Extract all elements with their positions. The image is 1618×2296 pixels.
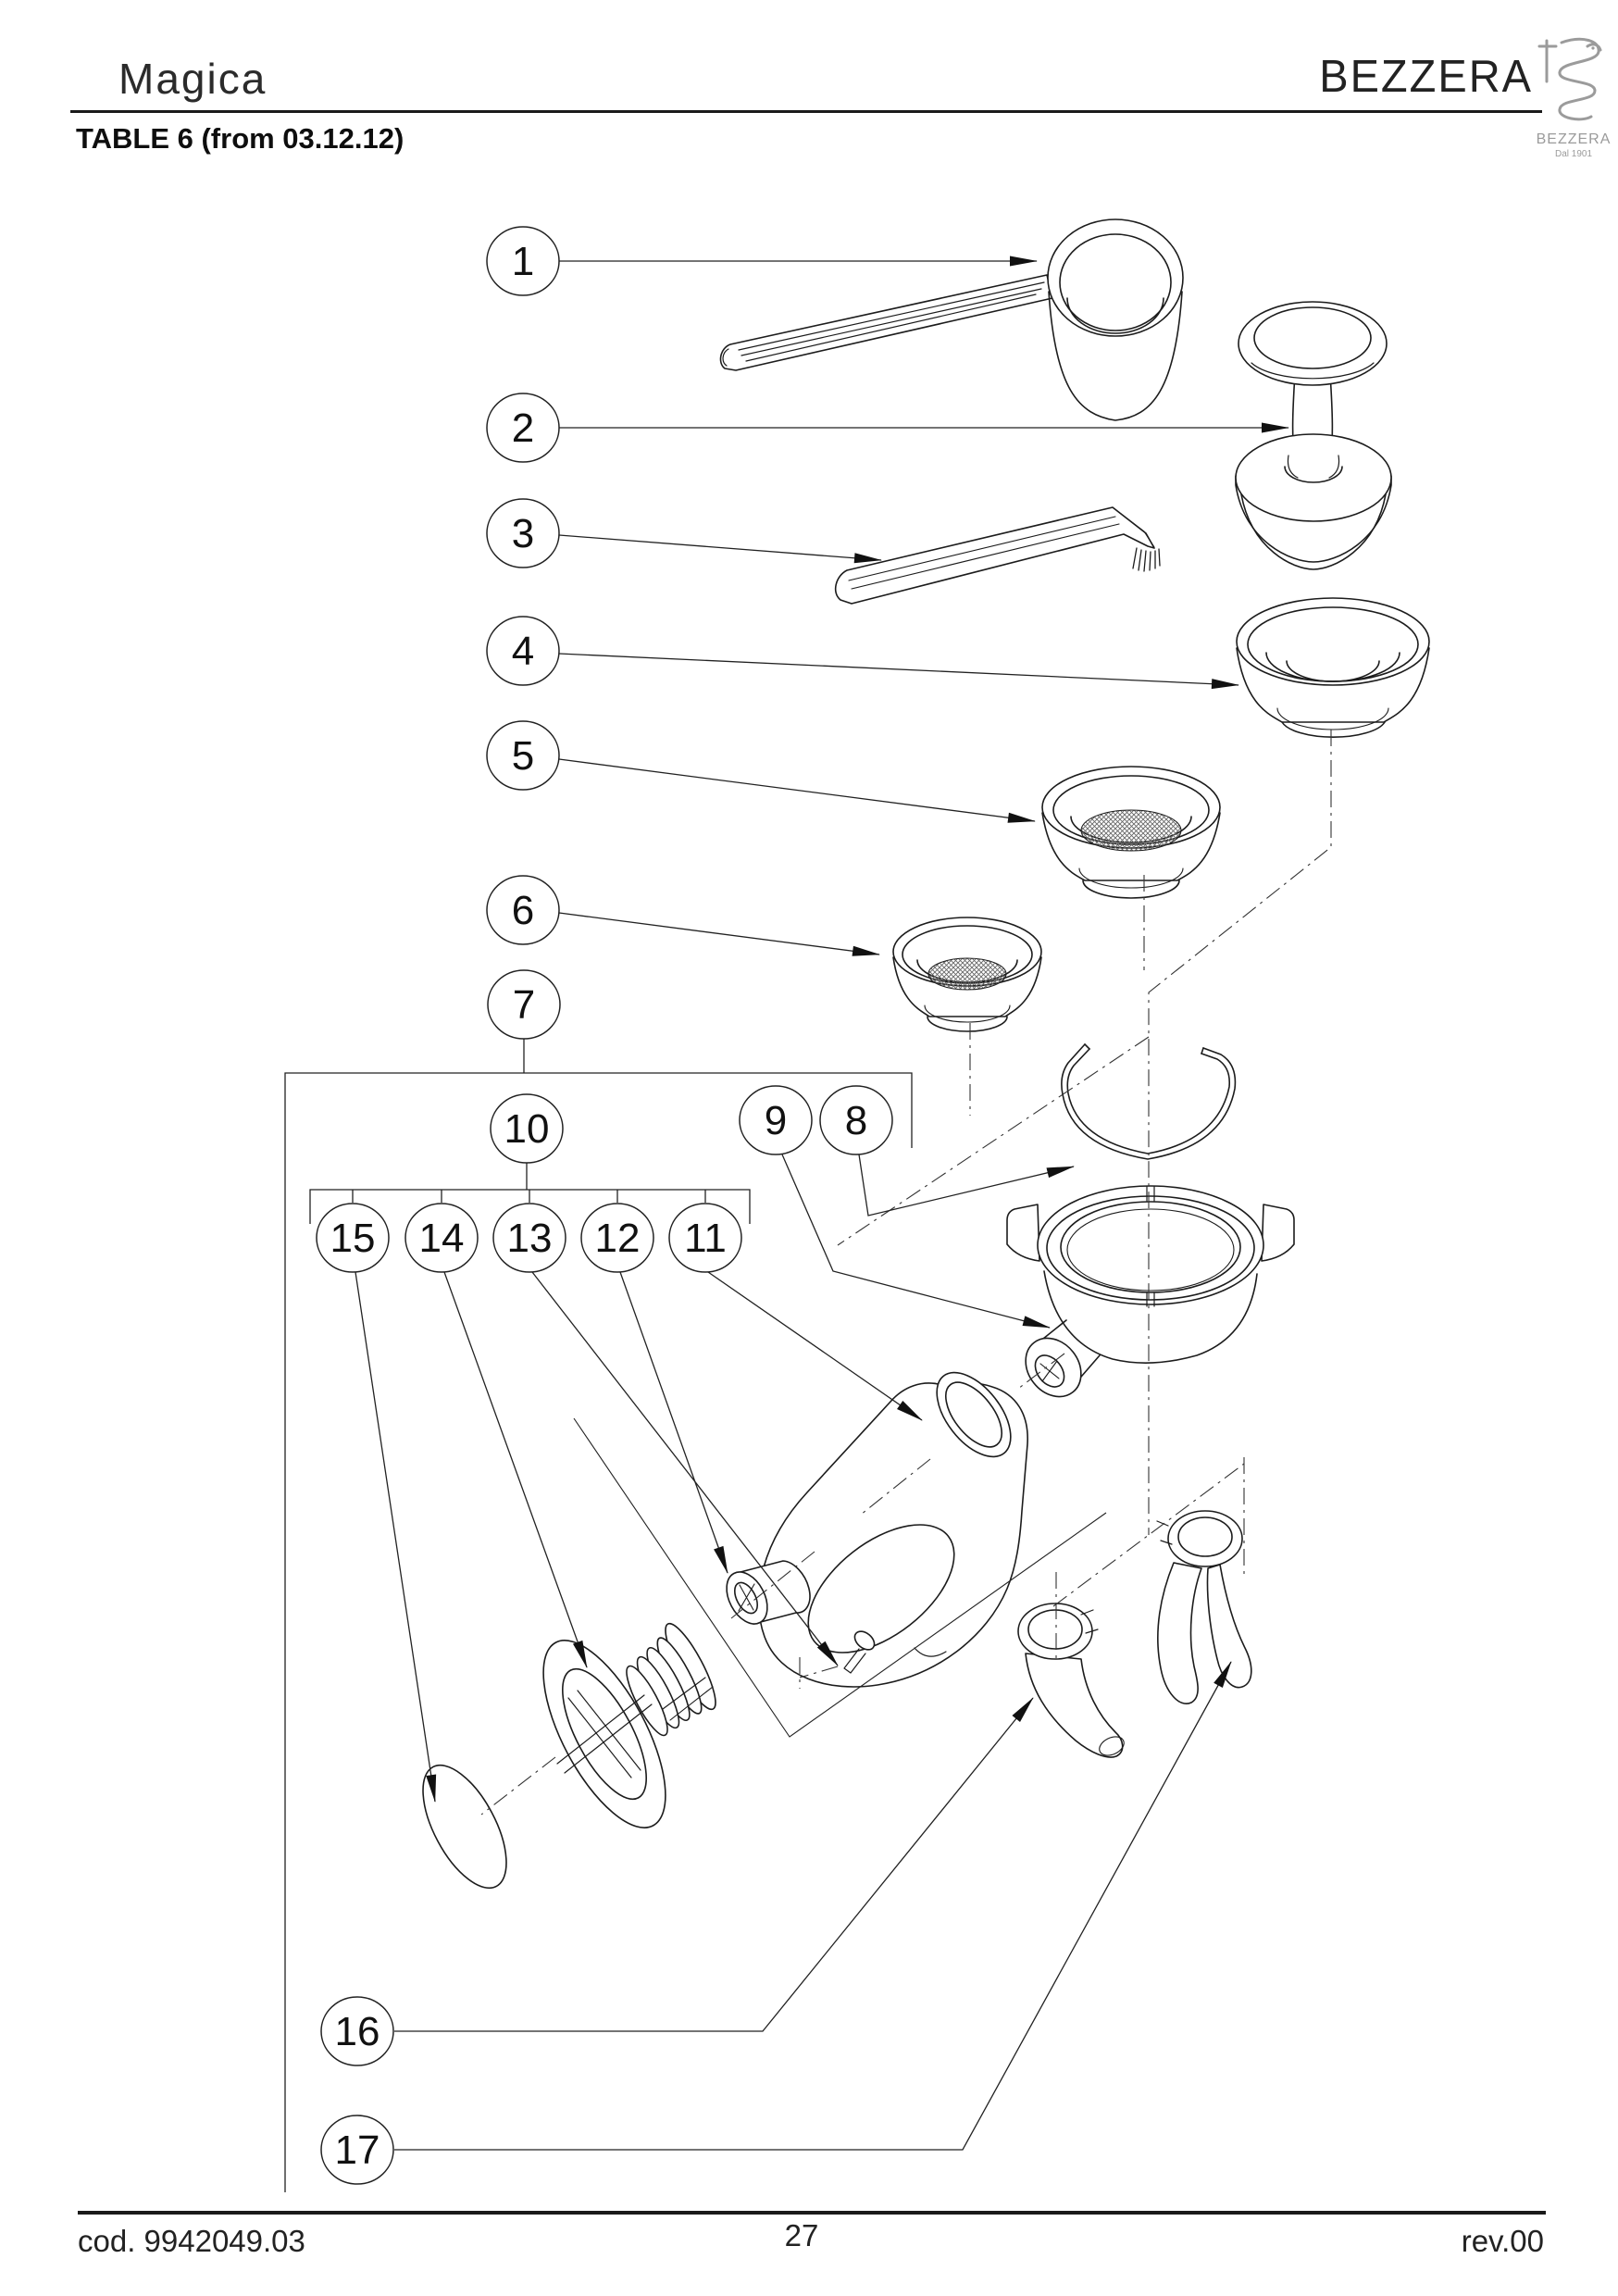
callout-number: 4 bbox=[511, 629, 535, 674]
table-title: TABLE 6 (from 03.12.12) bbox=[76, 122, 404, 155]
callout-17 bbox=[321, 2115, 393, 2184]
callout-number: 9 bbox=[764, 1098, 788, 1143]
callout-number: 13 bbox=[506, 1216, 553, 1261]
handle-body-part bbox=[759, 1359, 1028, 1687]
product-title: Magica bbox=[118, 55, 268, 103]
parts-layer bbox=[406, 219, 1429, 1901]
callout-8 bbox=[820, 1086, 892, 1154]
handle-cap-part bbox=[519, 1618, 724, 1845]
leader-8 bbox=[859, 1154, 1074, 1216]
callout-number: 10 bbox=[504, 1106, 550, 1152]
leader-3 bbox=[559, 535, 881, 560]
logo-tagline: Dal 1901 bbox=[1554, 149, 1593, 159]
leader-14 bbox=[444, 1272, 587, 1667]
callout-16 bbox=[321, 1997, 393, 2065]
callout-3 bbox=[487, 499, 559, 568]
callout-5 bbox=[487, 721, 559, 790]
footer-rule bbox=[78, 2211, 1546, 2215]
callout-number: 2 bbox=[511, 406, 535, 451]
callout-number: 3 bbox=[511, 511, 535, 556]
callout-11 bbox=[669, 1204, 741, 1272]
callout-number: 16 bbox=[334, 2009, 380, 2054]
leader-12 bbox=[620, 1272, 728, 1573]
leader-4 bbox=[559, 654, 1238, 685]
leader-6 bbox=[559, 913, 879, 955]
callout-7 bbox=[488, 970, 560, 1039]
callout-6 bbox=[487, 876, 559, 944]
single-spout-part bbox=[1018, 1603, 1126, 1759]
callout-13 bbox=[493, 1204, 566, 1272]
footer-revision: rev.00 bbox=[1461, 2224, 1544, 2258]
leader-15 bbox=[355, 1272, 435, 1802]
callout-number: 5 bbox=[511, 733, 535, 779]
brand-wordmark: BEZZERA bbox=[1319, 49, 1533, 102]
footer-page-number: 27 bbox=[784, 2218, 819, 2252]
coffee-scoop-part bbox=[720, 219, 1183, 420]
filter-basket-2cup-part bbox=[1042, 767, 1220, 898]
callout-9 bbox=[740, 1086, 812, 1154]
callout-10 bbox=[491, 1094, 563, 1163]
callout-12 bbox=[581, 1204, 653, 1272]
logo-name: BEZZERA bbox=[1536, 131, 1612, 147]
callout-14 bbox=[405, 1204, 478, 1272]
footer-document-code: cod. 9942049.03 bbox=[78, 2224, 305, 2258]
double-spout-part bbox=[1157, 1511, 1251, 1703]
callout-number: 17 bbox=[334, 2128, 380, 2173]
callout-4 bbox=[487, 617, 559, 685]
leader-5 bbox=[559, 759, 1035, 821]
cap-disc-part bbox=[406, 1753, 524, 1901]
callout-number: 7 bbox=[512, 982, 536, 1028]
leader-11 bbox=[708, 1272, 922, 1420]
callout-number: 8 bbox=[844, 1098, 868, 1143]
portafilter-body-part bbox=[1007, 1186, 1294, 1407]
filter-basket-1cup-part bbox=[893, 917, 1041, 1031]
callout-1 bbox=[487, 227, 559, 295]
cleaning-brush-part bbox=[836, 507, 1160, 604]
bracket-stubs bbox=[353, 1190, 705, 1203]
callout-number: 15 bbox=[330, 1216, 376, 1261]
callout-number: 14 bbox=[418, 1216, 465, 1261]
callout-15 bbox=[317, 1204, 389, 1272]
filter-basket-deep-part bbox=[1237, 598, 1429, 737]
tamper-part bbox=[1236, 302, 1391, 569]
callout-number: 6 bbox=[511, 888, 535, 933]
callout-number: 12 bbox=[594, 1216, 641, 1261]
callout-number: 1 bbox=[511, 239, 535, 284]
callout-layer bbox=[317, 227, 892, 2184]
callout-number: 11 bbox=[684, 1216, 727, 1261]
callout-2 bbox=[487, 393, 559, 462]
leader-13 bbox=[532, 1272, 838, 1666]
